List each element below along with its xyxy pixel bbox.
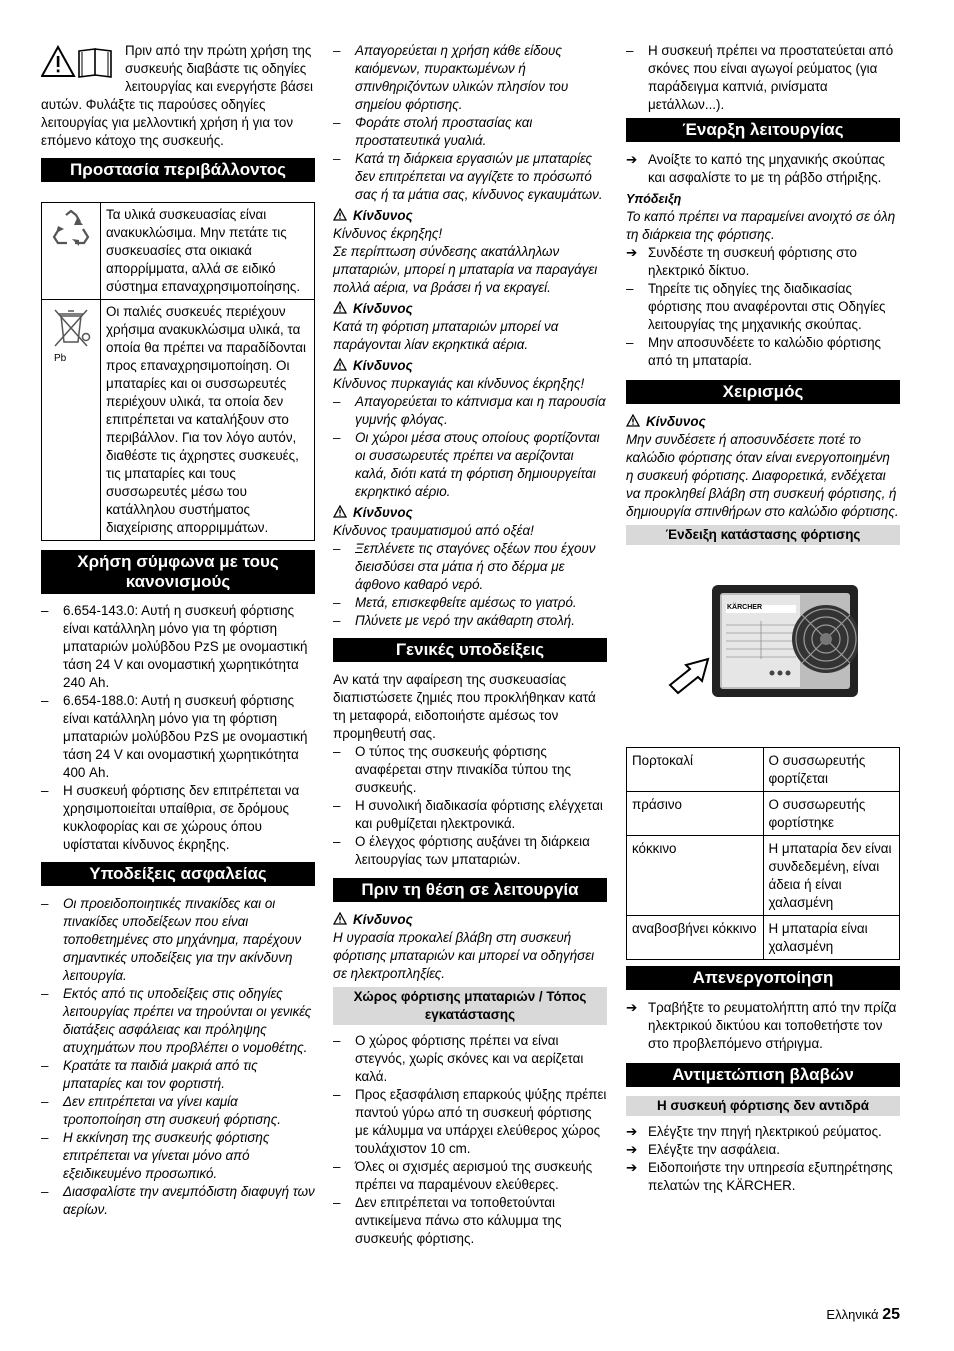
arrow-icon: ➔ [626, 1142, 638, 1157]
safety-heading: Υποδείξεις ασφαλείας [41, 862, 315, 886]
danger-title: Κίνδυνος πυρκαγιάς και κίνδυνος έκρηξης! [333, 376, 585, 391]
start-list [626, 280, 900, 370]
list-item: – Ο τύπος της συσκευής φόρτισης αναφέρεται στην πινακίδα τύπου της συσκευής. [333, 744, 571, 795]
list-item: – Μην αποσυνδέετε το καλώδιο φόρτισης από τη μπαταρία. [626, 335, 881, 368]
note-text: Το καπό πρέπει να παραμείνει ανοιχτό σε όλη τη διάρκεια της φόρτισης. [626, 209, 896, 242]
column-2 [333, 42, 607, 1248]
column-3 [626, 42, 900, 1195]
page-footer [790, 1306, 900, 1324]
warning-triangle-icon [333, 505, 347, 518]
status-row: αναβοσβήνει κόκκινο Η μπαταρία είναι χαλασμένη [627, 916, 900, 960]
arrow-icon: ➔ [626, 1160, 638, 1175]
page-number: 25 [882, 1306, 900, 1323]
danger-title: Κίνδυνος τραυματισμού από οξέα! [333, 523, 534, 538]
danger-heading: Κίνδυνος [626, 413, 900, 431]
note-label: Υπόδειξη [626, 192, 682, 206]
arrow-icon: ➔ [626, 245, 638, 260]
danger-title: Κίνδυνος έκρηξης! [333, 226, 443, 241]
device-brand: KÄRCHER [727, 604, 762, 611]
list-item: – Δεν επιτρέπεται να τοποθετούνται αντικείμενα πάνω στο κάλυμμα της συσκευής φόρτισης. [333, 1195, 562, 1246]
intro [41, 42, 315, 150]
danger-text: Η υγρασία προκαλεί βλάβη στη συσκευή φόρτισης μπαταριών και μπορεί να οδηγήσει σε ηλεκτροπληξίες. [333, 930, 595, 981]
list-item: – Η συσκευή φόρτισης δεν επιτρέπεται να χρησιμοποιείται υπαίθρια, σε δρόμους κυκλοφορίας και σε χώρους όπου υφίσταται κίνδυνος έκρηξης. [41, 783, 300, 852]
list-item: – Δεν επιτρέπεται να γίνει καμία τροποποίηση στη συσκευή φόρτισης. [41, 1094, 281, 1127]
pb-label: Pb [54, 353, 67, 364]
warning-triangle-icon [333, 358, 347, 371]
danger-heading: Κίνδυνος [333, 300, 607, 318]
intro-text: Πριν από την πρώτη χρήση της συσκευής διαβάστε τις οδηγίες λειτουργίας και ενεργήστε βάσει αυτών. Φυλάξτε τις παρούσες οδηγίες λειτουργίας για μελλοντική χρήση ή για τον επόμενο κάτοχο της συσκευής. [41, 43, 313, 148]
list-item: – Κατά τη διάρκεια εργασιών με μπαταρίες δεν επιτρέπεται να αγγίζετε το πρόσωπό σας ή τα μάτια σας, κίνδυνος εγκαυμάτων. [333, 151, 603, 202]
intended-use-list [41, 602, 315, 854]
status-table [626, 747, 900, 960]
shutdown-heading: Απενεργοποίηση [626, 966, 900, 990]
general-heading: Γενικές υποδείξεις [333, 638, 607, 662]
danger-list [333, 540, 607, 630]
list-item: – Διασφαλίστε την ανεμπόδιστη διαφυγή των αερίων. [41, 1184, 315, 1217]
step-item: ➔ Ανοίξτε το καπό της μηχανικής σκούπας και ασφαλίστε το με τη ράβδο στήριξης. [626, 152, 886, 185]
list-item: – Ο έλεγχος φόρτισης αυξάνει τη διάρκεια λειτουργίας των μπαταριών. [333, 834, 590, 867]
list-item: – Η συσκευή πρέπει να προστατεύεται από σκόνες που είναι αγωγοί ρεύματος (για παράδειγμα καπνιά, ρινίσματα μετάλλων...). [626, 43, 894, 112]
recycling-text: Τα υλικά συσκευασίας είναι ανακυκλώσιμα. Μην πετάτε τις συσκευασίες στα οικιακά απορρίμματα, αλλά σε ειδικό σύστημα επαναχρησιμοποίησης. [101, 203, 315, 300]
step-item: ➔ Συνδέστε τη συσκευή φόρτισης στο ηλεκτρικό δίκτυο. [626, 245, 857, 278]
step-item: ➔ Ειδοποιήστε την υπηρεσία εξυπηρέτησης πελατών της KÄRCHER. [626, 1160, 893, 1193]
start-heading: Έναρξη λειτουργίας [626, 118, 900, 142]
warning-manual-icon [41, 45, 115, 79]
location-subheading: Χώρος φόρτισης μπαταριών / Τόπος εγκατάστασης [333, 987, 607, 1025]
list-item: – 6.654-188.0: Αυτή η συσκευή φόρτισης είναι κατάλληλη μόνο για τη φόρτιση μπαταριών μολύβδου PzS με ονομαστική τάση 24 V και ονομαστική χωρητικότητα 400 Ah. [41, 693, 308, 780]
list-item: – Απαγορεύεται το κάπνισμα και η παρουσία γυμνής φλόγας. [333, 394, 606, 427]
intended-use-heading: Χρήση σύμφωνα με τους κανονισμούς [41, 550, 315, 594]
step-item: ➔ Τραβήξτε το ρευματολήπτη από την πρίζα ηλεκτρικού δικτύου και τοποθετήστε τον στο προβλεπόμενο στήριγμα. [626, 1000, 897, 1051]
list-item: – Απαγορεύεται η χρήση κάθε είδους καιόμενων, πυρακτωμένων ή σπινθηριζόντων υλικών πλησίον του σημείου φόρτισης. [333, 43, 569, 112]
disposal-text: Οι παλιές συσκευές περιέχουν χρήσιμα ανακυκλώσιμα υλικά, τα οποία θα πρέπει να παραδίδονται προς επαναχρησιμοποίηση. Οι μπαταρίες και οι συσσωρευτές περιέχουν υλικά, τα οποία δεν επιτρέπεται να καταλήξουν στο περιβάλλον. Για τον λόγο αυτόν, διαθέστε τις άχρηστες συσκευές, τις μπαταρίες και τους συσσωρευτές μέσω του κατάλληλου συστήματος διαχείρισης απορριμμάτων. [101, 300, 315, 541]
list-item: – Φοράτε στολή προστασίας και προστατευτικά γυαλιά. [333, 115, 533, 148]
environment-row [42, 300, 315, 541]
charger-image [668, 579, 858, 703]
footer-language: Ελληνικά [826, 1307, 879, 1322]
environment-heading: Προστασία περιβάλλοντος [41, 158, 315, 182]
list-item: – Η συνολική διαδικασία φόρτισης ελέγχεται και ρυθμίζεται ηλεκτρονικά. [333, 798, 603, 831]
danger-heading: Κίνδυνος [333, 357, 607, 375]
status-row: κόκκινο Η μπαταρία δεν είναι συνδεδεμένη, είναι άδεια ή είναι χαλασμένη [627, 836, 900, 916]
warning-triangle-icon [333, 208, 347, 221]
step-item: ➔ Ελέγξτε την πηγή ηλεκτρικού ρεύματος. [626, 1124, 882, 1139]
status-subheading: Ένδειξη κατάστασης φόρτισης [626, 525, 900, 545]
danger-list [333, 393, 607, 501]
list-item: – Οι προειδοποιητικές πινακίδες και οι πινακίδες υποδείξεων που είναι τοποθετημένες στο μηχάνημα, παρέχουν σημαντικές υποδείξεις για την ακίνδυνη λειτουργία. [41, 896, 302, 983]
status-row: Πορτοκαλί Ο συσσωρευτής φορτίζεται [627, 748, 900, 792]
list-item: – Πλύνετε με νερό την ακάθαρτη στολή. [333, 613, 575, 628]
list-item: – 6.654-143.0: Αυτή η συσκευή φόρτισης είναι κατάλληλη μόνο για τη φόρτιση μπαταριών μολύβδου PzS με ονομαστική τάση 24 V και ονομαστική χωρητικότητα 240 Ah. [41, 603, 308, 690]
environment-table [41, 202, 315, 541]
before-start-heading: Πριν τη θέση σε λειτουργία [333, 878, 607, 902]
arrow-icon: ➔ [626, 1000, 638, 1015]
list-item: – Οι χώροι μέσα στους οποίους φορτίζονται οι συσσωρευτές πρέπει να αερίζονται καλά, διότι κατά τη φόρτιση δημιουργείται εκρηκτικό αέριο. [333, 430, 600, 499]
danger-text: Κατά τη φόρτιση μπαταριών μπορεί να παράγονται λίαν εκρηκτικά αέρια. [333, 319, 559, 352]
arrow-icon: ➔ [626, 152, 638, 167]
troubleshooting-subheading: Η συσκευή φόρτισης δεν αντιδρά [626, 1096, 900, 1116]
crossed-bin-icon [49, 306, 93, 354]
danger-heading: Κίνδυνος [333, 207, 607, 225]
list-item: – Προς εξασφάλιση επαρκούς ψύξης πρέπει παντού γύρω από τη συσκευή φόρτισης με κάλυμμα να υπάρχει ελεύθερος χώρος τουλάχιστον 10 cm. [333, 1087, 607, 1156]
warning-triangle-icon [333, 912, 347, 925]
charger-photo [668, 579, 858, 703]
danger-heading: Κίνδυνος [333, 911, 607, 929]
list-item: – Τηρείτε τις οδηγίες της διαδικασίας φόρτισης που αναφέρονται στις Οδηγίες λειτουργίας της μηχανικής σκούπας. [626, 281, 886, 332]
danger-text: Σε περίπτωση σύνδεσης ακατάλληλων μπαταριών, μπορεί η μπαταρία να παραγάγει πολλά αέρια, να βράσει ή να εκραγεί. [333, 244, 598, 295]
status-row: πράσινο Ο συσσωρευτής φορτίστηκε [627, 792, 900, 836]
list-item: – Ο χώρος φόρτισης πρέπει να είναι στεγνός, χωρίς σκόνες και να αερίζεται καλά. [333, 1033, 584, 1084]
danger-text: Μην συνδέσετε ή αποσυνδέσετε ποτέ το καλώδιο φόρτισης όταν είναι ενεργοποιημένη η συσκευή φόρτισης. Διαφορετικά, ενδέχεται να προκληθεί βλάβη στη συσκευή φόρτισης, ή δημιουργία σπινθήρων στο καλώδιο φόρτισης. [626, 432, 899, 519]
warning-triangle-icon [626, 414, 640, 427]
warning-triangle-icon [333, 301, 347, 314]
list-item: – Εκτός από τις υποδείξεις στις οδηγίες λειτουργίας πρέπει να τηρούνται οι γενικές διατάξεις ασφάλειας και πρόληψης ατυχημάτων που προβλέπει ο νομοθέτης. [41, 986, 312, 1055]
step-item: ➔ Ελέγξτε την ασφάλεια. [626, 1142, 780, 1157]
list-item: – Ξεπλένετε τις σταγόνες οξέων που έχουν διεισδύσει στα μάτια ή στο δέρμα με άφθονο καθαρό νερό. [333, 541, 596, 592]
recycling-icon [50, 209, 92, 249]
general-intro: Αν κατά την αφαίρεση της συσκευασίας διαπιστώσετε ζημιές που προκλήθηκαν κατά τη μεταφορά, ειδοποιήστε αμέσως τον προμηθευτή σας. [333, 672, 596, 741]
troubleshooting-heading: Αντιμετώπιση βλαβών [626, 1063, 900, 1087]
general-list [333, 743, 607, 869]
safety-list-continued [333, 42, 607, 204]
danger-heading: Κίνδυνος [333, 504, 607, 522]
location-list [333, 1032, 607, 1248]
arrow-icon: ➔ [626, 1124, 638, 1139]
list-item: – Κρατάτε τα παιδιά μακριά από τις μπαταρίες και τον φορτιστή. [41, 1058, 258, 1091]
safety-list [41, 895, 315, 1219]
list-item: – Όλες οι σχισμές αερισμού της συσκευής πρέπει να παραμένουν ελεύθερες. [333, 1159, 593, 1192]
location-list-continued [626, 42, 900, 114]
column-1 [41, 42, 315, 1219]
handling-heading: Χειρισμός [626, 380, 900, 404]
list-item: – Μετά, επισκεφθείτε αμέσως το γιατρό. [333, 595, 577, 610]
list-item: – Η εκκίνηση της συσκευής φόρτισης επιτρέπεται να γίνεται μόνο από εξειδικευμένο προσωπικό. [41, 1130, 270, 1181]
environment-row [42, 203, 315, 300]
